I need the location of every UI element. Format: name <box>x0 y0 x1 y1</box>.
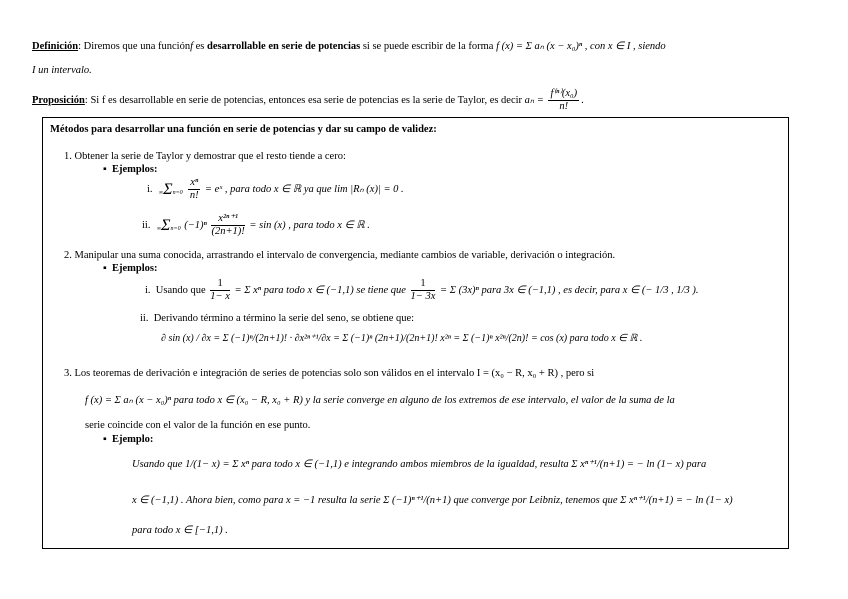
prop-num: f⁽ⁿ⁾(x₀) <box>550 88 578 99</box>
example-2-i <box>145 278 699 303</box>
item-3b: f (x) = Σ aₙ (x − x₀)ⁿ para todo x ∈ (x₀ − R, x₀ + R) y la serie converge en alguno de los extremos de ese intervalo, el valor de la suma de la <box>85 395 675 406</box>
ejemplo-3-label: Ejemplo <box>111 434 150 445</box>
proposition-lhs: aₙ = <box>524 94 544 106</box>
fraction <box>210 278 230 303</box>
fraction <box>211 213 244 238</box>
item-1: 1. Obtener la serie de Taylor y demostrar que el resto tiende a cero: <box>64 151 346 162</box>
example-1-ii <box>142 213 370 238</box>
example-rest: = eˣ , para todo x ∈ ℝ ya que lim |Rₙ (x)| = 0 . <box>204 183 404 195</box>
definition-label: Definición <box>32 41 79 52</box>
example-3-line1: Usando que 1/(1− x) = Σ xⁿ para todo x ∈ (−1,1) e integrando ambos miembros de la igualdad, resulta Σ xⁿ⁺¹/(n+1) = − ln (1− x) para <box>132 459 707 470</box>
ejemplos-1-label: Ejemplos <box>111 164 154 175</box>
definition-f: f <box>190 41 193 52</box>
item-2: 2. Manipular una suma conocida, arrastrando el intervalo de convergencia, mediante cambios de variable, derivación o integración. <box>64 250 616 261</box>
frac-num: 1 <box>411 278 436 291</box>
example-label: ii. <box>142 219 151 231</box>
prop-den: n! <box>559 101 569 112</box>
item-3c: serie coincide con el valor de la función en ese punto. <box>85 420 311 431</box>
proposition-fraction <box>548 88 579 113</box>
ejemplos-1: ▪ Ejemplos: <box>103 164 158 175</box>
definition-text-d: , con x ∈ I , siendo <box>584 41 666 52</box>
text: = Σ (3x)ⁿ para 3x ∈ (−1,1) , es decir, para x ∈ (− 1/3 , 1/3 ). <box>440 284 699 296</box>
frac-num: x²ⁿ⁺¹ <box>211 213 244 226</box>
sum-sign: ∞Σn=0 <box>156 216 181 234</box>
fraction <box>188 177 200 202</box>
box-title: Métodos para desarrollar una función en serie de potencias y dar su campo de validez: <box>50 124 437 135</box>
frac-den: (2n+1)! <box>211 226 245 237</box>
derivation-formula: ∂ sin (x) / ∂x = Σ (−1)ⁿ/(2n+1)! · ∂x²ⁿ⁺¹/∂x = Σ (−1)ⁿ (2n+1)/(2n+1)! x²ⁿ = Σ (−1)ⁿ x²ⁿ/(2n)! = cos (x) para todo x ∈ ℝ . <box>161 333 643 344</box>
example-label: i. <box>147 183 153 195</box>
example-rest: = sin (x) , para todo x ∈ ℝ . <box>249 219 370 231</box>
frac-num: 1 <box>210 278 230 291</box>
ejemplos-2: ▪ Ejemplos: <box>103 263 158 274</box>
example-1-i <box>147 177 404 202</box>
text: Usando que <box>155 284 206 296</box>
sum-sign: ∞Σn=0 <box>158 180 183 198</box>
coef: (−1)ⁿ <box>184 219 207 231</box>
text: Derivando término a término la serie del seno, se obtiene que: <box>153 313 415 324</box>
definition-bold: desarrollable en serie de potencias <box>207 41 361 52</box>
example-2-ii <box>140 313 414 324</box>
example-label: ii. <box>140 313 149 324</box>
ejemplo-3: ▪ Ejemplo: <box>103 434 154 445</box>
example-3-line3: para todo x ∈ [−1,1) . <box>132 525 228 536</box>
methods-box <box>42 117 789 549</box>
definition-text-c: si se puede escribir de la forma <box>362 41 494 52</box>
frac-den: 1− 3x <box>410 291 436 302</box>
example-3-line2: x ∈ (−1,1) . Ahora bien, como para x = −1 resulta la serie Σ (−1)ⁿ⁺¹/(n+1) que converge por Leibniz, tenemos que Σ xⁿ⁺¹/(n+1) = − ln (1− x) <box>132 495 733 506</box>
ejemplos-2-label: Ejemplos <box>111 263 154 274</box>
text: = Σ xⁿ para todo x ∈ (−1,1) se tiene que <box>234 284 406 296</box>
proposition-label: Proposición <box>32 94 85 106</box>
definition-text-b: es <box>195 41 205 52</box>
definition-formula: f (x) = Σ aₙ (x − x₀)ⁿ <box>496 41 583 52</box>
frac-den: 1− x <box>210 291 230 302</box>
proposition-text: : Si f es desarrollable en serie de potencias, entonces esa serie de potencias es la serie de Taylor, es decir <box>84 94 523 106</box>
frac-den: n! <box>189 190 199 201</box>
fraction <box>411 278 436 303</box>
definition-line2: I un intervalo. <box>32 65 92 76</box>
proposition-line: Proposición: Si f es desarrollable en serie de potencias, entonces esa serie de potencias es la serie de Taylor, es decir aₙ = $\frac{\text{f⁽ⁿ⁾(x₀)}}{n!}$ . <box>32 88 584 112</box>
definition-text: : Diremos que una función <box>78 41 191 52</box>
definition-line <box>32 40 666 52</box>
item-3a: 3. Los teoremas de derivación e integración de series de potencias solo son válidos en el intervalo I = (x₀ − R, x₀ + R) , pero si <box>64 368 595 379</box>
frac-num: xⁿ <box>190 177 199 188</box>
example-label: i. <box>145 284 151 296</box>
